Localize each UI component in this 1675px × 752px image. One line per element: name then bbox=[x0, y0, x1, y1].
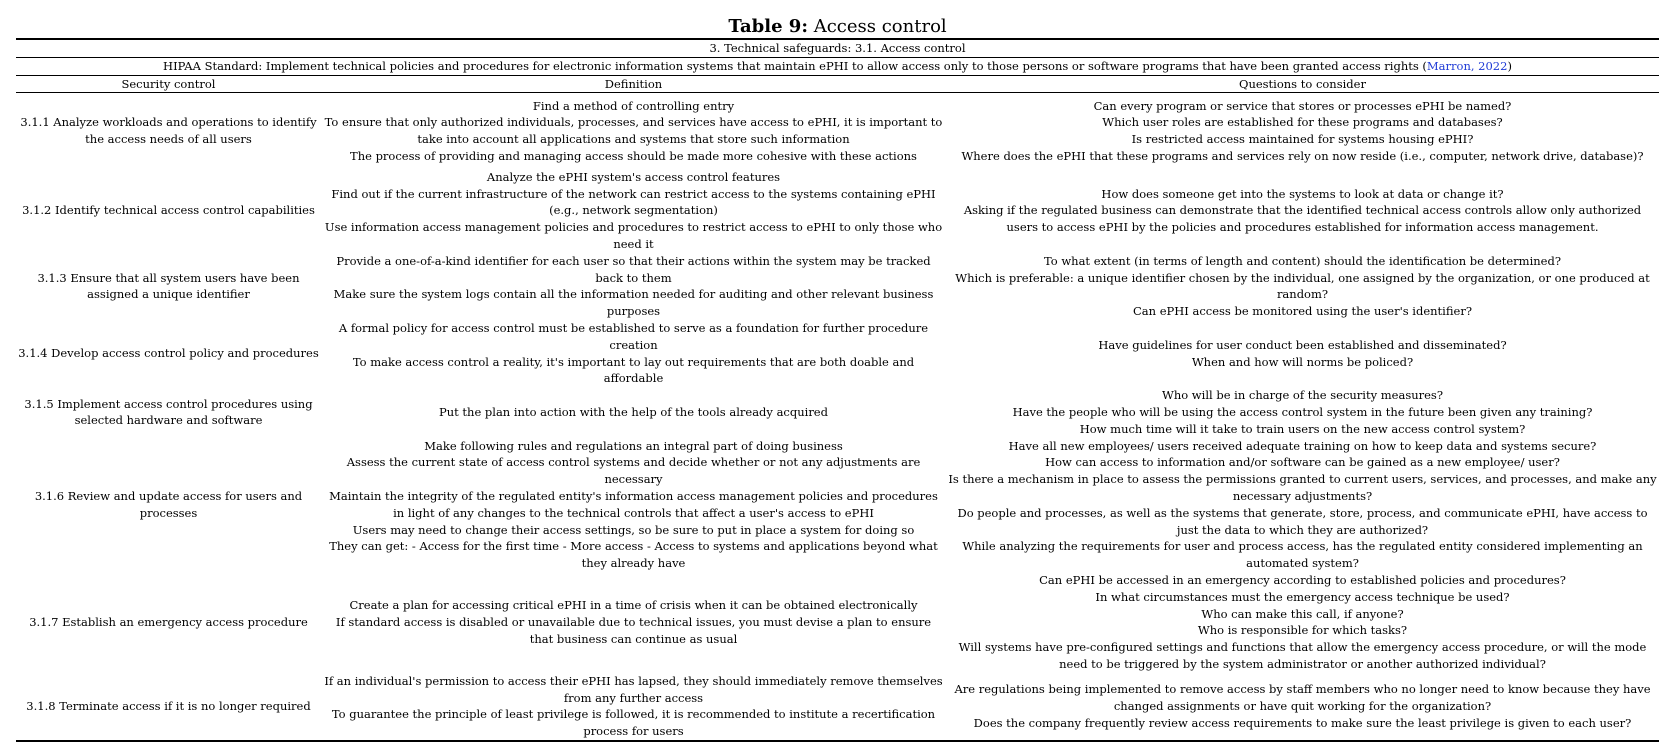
question-line: How can access to information and/or software can be gained as a new employee/ user? bbox=[1045, 455, 1560, 470]
table-row bbox=[16, 438, 1659, 572]
definition-line: Analyze the ePHI system's access control features bbox=[486, 169, 781, 184]
questions-cell bbox=[946, 387, 1659, 437]
security-control-cell bbox=[16, 572, 321, 673]
questions-cell bbox=[946, 93, 1659, 169]
security-control-cell bbox=[16, 673, 321, 741]
question-line: While analyzing the requirements for user and process access, has the regulated entity considered implementing an automated system? bbox=[962, 539, 1643, 571]
definition-line: Users may need to change their access settings, so be sure to put in place a system for doing so bbox=[352, 522, 915, 537]
question-line: Are regulations being implemented to remove access by staff members who no longer need to know because they have changed assignments or have quit working for the organization? bbox=[954, 682, 1651, 713]
question-line: Who can make this call, if anyone? bbox=[1201, 606, 1404, 621]
definition-line: The process of providing and managing access should be made more cohesive with these actions bbox=[350, 148, 917, 163]
definition-cell bbox=[321, 93, 946, 169]
question-line: Is restricted access maintained for systems housing ePHI? bbox=[1131, 132, 1474, 147]
definition-line: Provide a one-of-a-kind identifier for each user so that their actions within the system may be tracked back to them bbox=[336, 253, 931, 285]
question-line: Which user roles are established for these programs and databases? bbox=[1102, 115, 1503, 130]
question-line: Can ePHI access be monitored using the user's identifier? bbox=[1132, 304, 1472, 319]
definition-line: Create a plan for accessing critical ePHI in a time of crisis when it can be obtained electronically bbox=[349, 598, 918, 613]
security-control-text: 3.1.1 Analyze workloads and operations to identify the access needs of all users bbox=[20, 115, 317, 147]
section-title-row bbox=[16, 39, 1659, 57]
security-control-cell bbox=[16, 253, 321, 320]
security-control-text: 3.1.4 Develop access control policy and procedures bbox=[18, 346, 319, 361]
table-caption-title: Access control bbox=[813, 16, 947, 37]
hipaa-standard-text: HIPAA Standard: Implement technical policies and procedures for electronic information systems that maintain ePHI to allow access only to those persons or software programs that have been granted access rights ( bbox=[163, 58, 1427, 73]
security-control-text: 3.1.8 Terminate access if it is no longer required bbox=[26, 698, 311, 713]
questions-cell bbox=[946, 673, 1659, 741]
definition-cell bbox=[321, 320, 946, 387]
hipaa-standard bbox=[16, 57, 1659, 75]
question-line: Does the company frequently review access requirements to make sure the least privilege is given to each user? bbox=[973, 715, 1632, 730]
question-line: Where does the ePHI that these programs and services rely on now reside (i.e., computer, network drive, database)? bbox=[961, 148, 1644, 163]
table-row bbox=[16, 320, 1659, 387]
table-caption-label: Table 9: bbox=[728, 16, 808, 37]
table-body bbox=[16, 93, 1659, 741]
question-line: How does someone get into the systems to look at data or change it? bbox=[1101, 186, 1504, 201]
question-line: Can ePHI be accessed in an emergency according to established policies and procedures? bbox=[1039, 573, 1566, 588]
question-line: Can every program or service that stores or processes ePHI be named? bbox=[1093, 98, 1512, 113]
definition-line: Assess the current state of access control systems and decide whether or not any adjustments are necessary bbox=[346, 455, 921, 487]
security-control-cell bbox=[16, 169, 321, 253]
table-row bbox=[16, 572, 1659, 673]
definition-line: Maintain the integrity of the regulated entity's information access management policies and procedures in light of any changes to the technical controls that affect a user's access to ePHI bbox=[329, 489, 938, 520]
column-header-questions: Questions to consider bbox=[946, 75, 1659, 93]
security-control-text: 3.1.7 Establish an emergency access procedure bbox=[29, 615, 308, 629]
question-line: Have guidelines for user conduct been established and disseminated? bbox=[1098, 337, 1507, 352]
table-row bbox=[16, 93, 1659, 169]
security-control-text: 3.1.6 Review and update access for users and processes bbox=[34, 489, 303, 520]
definition-line: To make access control a reality, it's important to lay out requirements that are both doable and affordable bbox=[352, 354, 915, 386]
questions-cell bbox=[946, 169, 1659, 253]
security-control-text: 3.1.2 Identify technical access control capabilities bbox=[22, 203, 315, 218]
security-control-cell bbox=[16, 93, 321, 169]
question-line: Have all new employees/ users received adequate training on how to keep data and systems secure? bbox=[1008, 438, 1597, 453]
question-line: Which is preferable: a unique identifier chosen by the individual, one assigned by the organization, or one produced at random? bbox=[955, 270, 1650, 302]
question-line: When and how will norms be policed? bbox=[1191, 354, 1414, 369]
question-line: Have the people who will be using the access control system in the future been given any training? bbox=[1012, 405, 1593, 420]
definition-line: Make sure the system logs contain all the information needed for auditing and other relevant business purposes bbox=[333, 287, 934, 319]
definition-line: Use information access management policies and procedures to restrict access to ePHI to only those who need it bbox=[324, 220, 943, 252]
definition-cell bbox=[321, 572, 946, 673]
column-header-security-control: Security control bbox=[16, 75, 321, 93]
definition-line: To guarantee the principle of least privilege is followed, it is recommended to institute a recertification process for users bbox=[331, 707, 936, 739]
definition-cell bbox=[321, 673, 946, 741]
security-control-text: 3.1.3 Ensure that all system users have been assigned a unique identifier bbox=[37, 270, 300, 302]
question-line: Who will be in charge of the security measures? bbox=[1162, 388, 1443, 403]
definition-cell bbox=[321, 438, 946, 572]
definition-line: If an individual's permission to access their ePHI has lapsed, they should immediately remove themselves from any further access bbox=[324, 673, 943, 705]
question-line: To what extent (in terms of length and content) should the identification be determined? bbox=[1043, 253, 1562, 268]
security-control-text: 3.1.5 Implement access control procedures using selected hardware and software bbox=[24, 396, 313, 428]
questions-cell bbox=[946, 572, 1659, 673]
security-control-cell bbox=[16, 320, 321, 387]
security-control-cell bbox=[16, 387, 321, 437]
hipaa-standard-close: ) bbox=[1507, 58, 1512, 73]
definition-line: Make following rules and regulations an integral part of doing business bbox=[424, 438, 843, 453]
question-line: Do people and processes, as well as the systems that generate, store, process, and communicate ePHI, have access to just the data to which they are authorized? bbox=[957, 505, 1648, 537]
questions-cell bbox=[946, 320, 1659, 387]
definition-line: A formal policy for access control must be established to serve as a foundation for further procedure creation bbox=[338, 321, 929, 352]
question-line: Is there a mechanism in place to assess the permissions granted to current users, services, and processes, and make any necessary adjustments? bbox=[948, 472, 1657, 504]
definition-cell bbox=[321, 169, 946, 253]
questions-cell bbox=[946, 438, 1659, 572]
definition-cell bbox=[321, 387, 946, 437]
reference-link[interactable]: Marron, 2022 bbox=[1426, 58, 1508, 73]
definition-line: If standard access is disabled or unavailable due to technical issues, you must devise a plan to ensure that business can continue as usual bbox=[335, 615, 932, 646]
question-line: Will systems have pre-configured settings and functions that allow the emergency access procedure, or will the mode need to be triggered by the system administrator or another authorized individual? bbox=[958, 640, 1647, 671]
table-row bbox=[16, 169, 1659, 253]
definition-cell bbox=[321, 253, 946, 320]
standard-row bbox=[16, 57, 1659, 75]
column-header-definition: Definition bbox=[321, 75, 946, 93]
table-row bbox=[16, 387, 1659, 437]
table-row bbox=[16, 253, 1659, 320]
question-line: In what circumstances must the emergency access technique be used? bbox=[1095, 589, 1510, 604]
question-line: Who is responsible for which tasks? bbox=[1197, 623, 1408, 638]
definition-line: Put the plan into action with the help of the tools already acquired bbox=[439, 405, 828, 420]
questions-cell bbox=[946, 253, 1659, 320]
question-line: Asking if the regulated business can demonstrate that the identified technical access controls allow only authorized users to access ePHI by the policies and procedures established for information access management. bbox=[963, 203, 1642, 235]
section-title: 3. Technical safeguards: 3.1. Access control bbox=[16, 39, 1659, 57]
definition-line: To ensure that only authorized individuals, processes, and services have access to ePHI, it is important to take into account all applications and systems that store such information bbox=[324, 115, 943, 147]
definition-line: Find out if the current infrastructure of the network can restrict access to the systems containing ePHI (e.g., network segmentation) bbox=[331, 186, 936, 218]
access-control-table bbox=[16, 38, 1659, 742]
definition-line: Find a method of controlling entry bbox=[532, 98, 735, 113]
security-control-cell bbox=[16, 438, 321, 572]
table-row bbox=[16, 673, 1659, 741]
definition-line: They can get: - Access for the first time - More access - Access to systems and applications beyond what they already have bbox=[329, 539, 938, 571]
column-header-row bbox=[16, 75, 1659, 93]
table-caption bbox=[0, 16, 1675, 38]
question-line: How much time will it take to train users on the new access control system? bbox=[1079, 421, 1526, 436]
